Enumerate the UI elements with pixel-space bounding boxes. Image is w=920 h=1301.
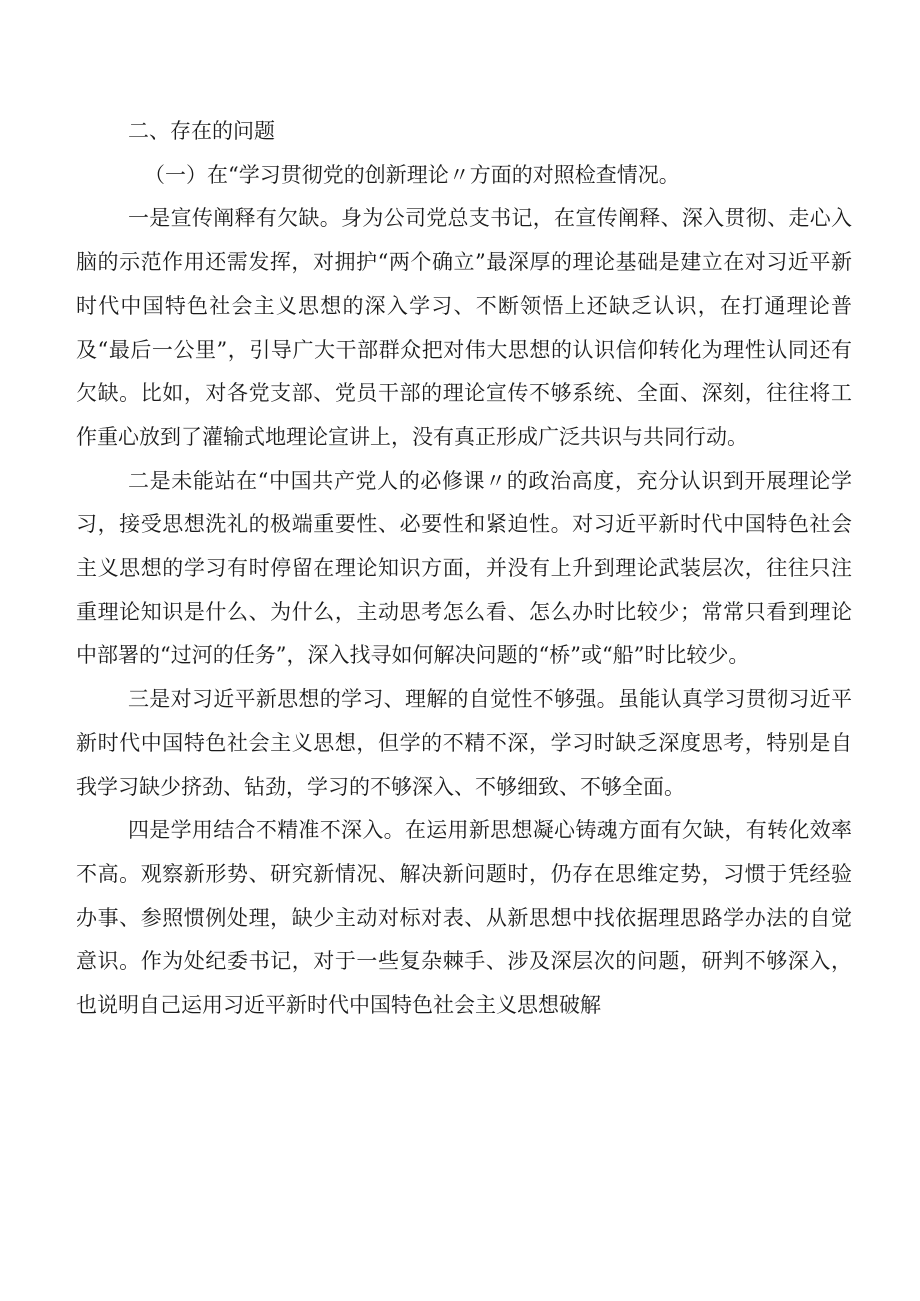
- document-body: [76, 110, 852, 1028]
- subsection-heading: （一）在“学习贯彻党的创新理论〃方面的对照检查情况。: [144, 162, 680, 187]
- paragraph-3: 三是对习近平新思想的学习、理解的自觉性不够强。虽能认真学习贯彻习近平新时代中国特色社会主义思想，但学的不精不深，学习时缺乏深度思考，特别是自我学习缺少挤劲、钻劲，学习的不够深入、不够细致、不够全面。: [76, 687, 852, 799]
- section-heading: 二、存在的问题: [128, 119, 275, 143]
- paragraph-4: 四是学用结合不精准不深入。在运用新思想凝心铸魂方面有欠缺，有转化效率不高。观察新形势、研究新情况、解决新问题时，仍存在思维定势，习惯于凭经验办事、参照惯例处理，缺少主动对标对表、从新思想中找依据理思路学办法的自觉意识。作为处纪委书记，对于一些复杂棘手、涉及深层次的问题，研判不够深入，也说明自己运用习近平新时代中国特色社会主义思想破解: [76, 818, 852, 1018]
- paragraph-2: 二是未能站在“中国共产党人的必修课〃的政治高度，充分认识到开展理论学习，接受思想洗礼的极端重要性、必要性和紧迫性。对习近平新时代中国特色社会主义思想的学习有时停留在理论知识方面，并没有上升到理论武装层次，往往只注重理论知识是什么、为什么，主动思考怎么看、怎么办时比较少；常常只看到理论中部署的“过河的任务”，深入找寻如何解决问题的“桥”或“船”时比较少。: [76, 468, 852, 668]
- paragraph-1: 一是宣传阐释有欠缺。身为公司党总支书记，在宣传阐释、深入贯彻、走心入脑的示范作用还需发挥，对拥护“两个确立”最深厚的理论基础是建立在对习近平新时代中国特色社会主义思想的深入学习、不断领悟上还缺乏认识，在打通理论普及“最后一公里”，引导广大干部群众把对伟大思想的认识信仰转化为理性认同还有欠缺。比如，对各党支部、党员干部的理论宣传不够系统、全面、深刻，往往将工作重心放到了灌输式地理论宣讲上，没有真正形成广泛共识与共同行动。: [76, 206, 852, 449]
